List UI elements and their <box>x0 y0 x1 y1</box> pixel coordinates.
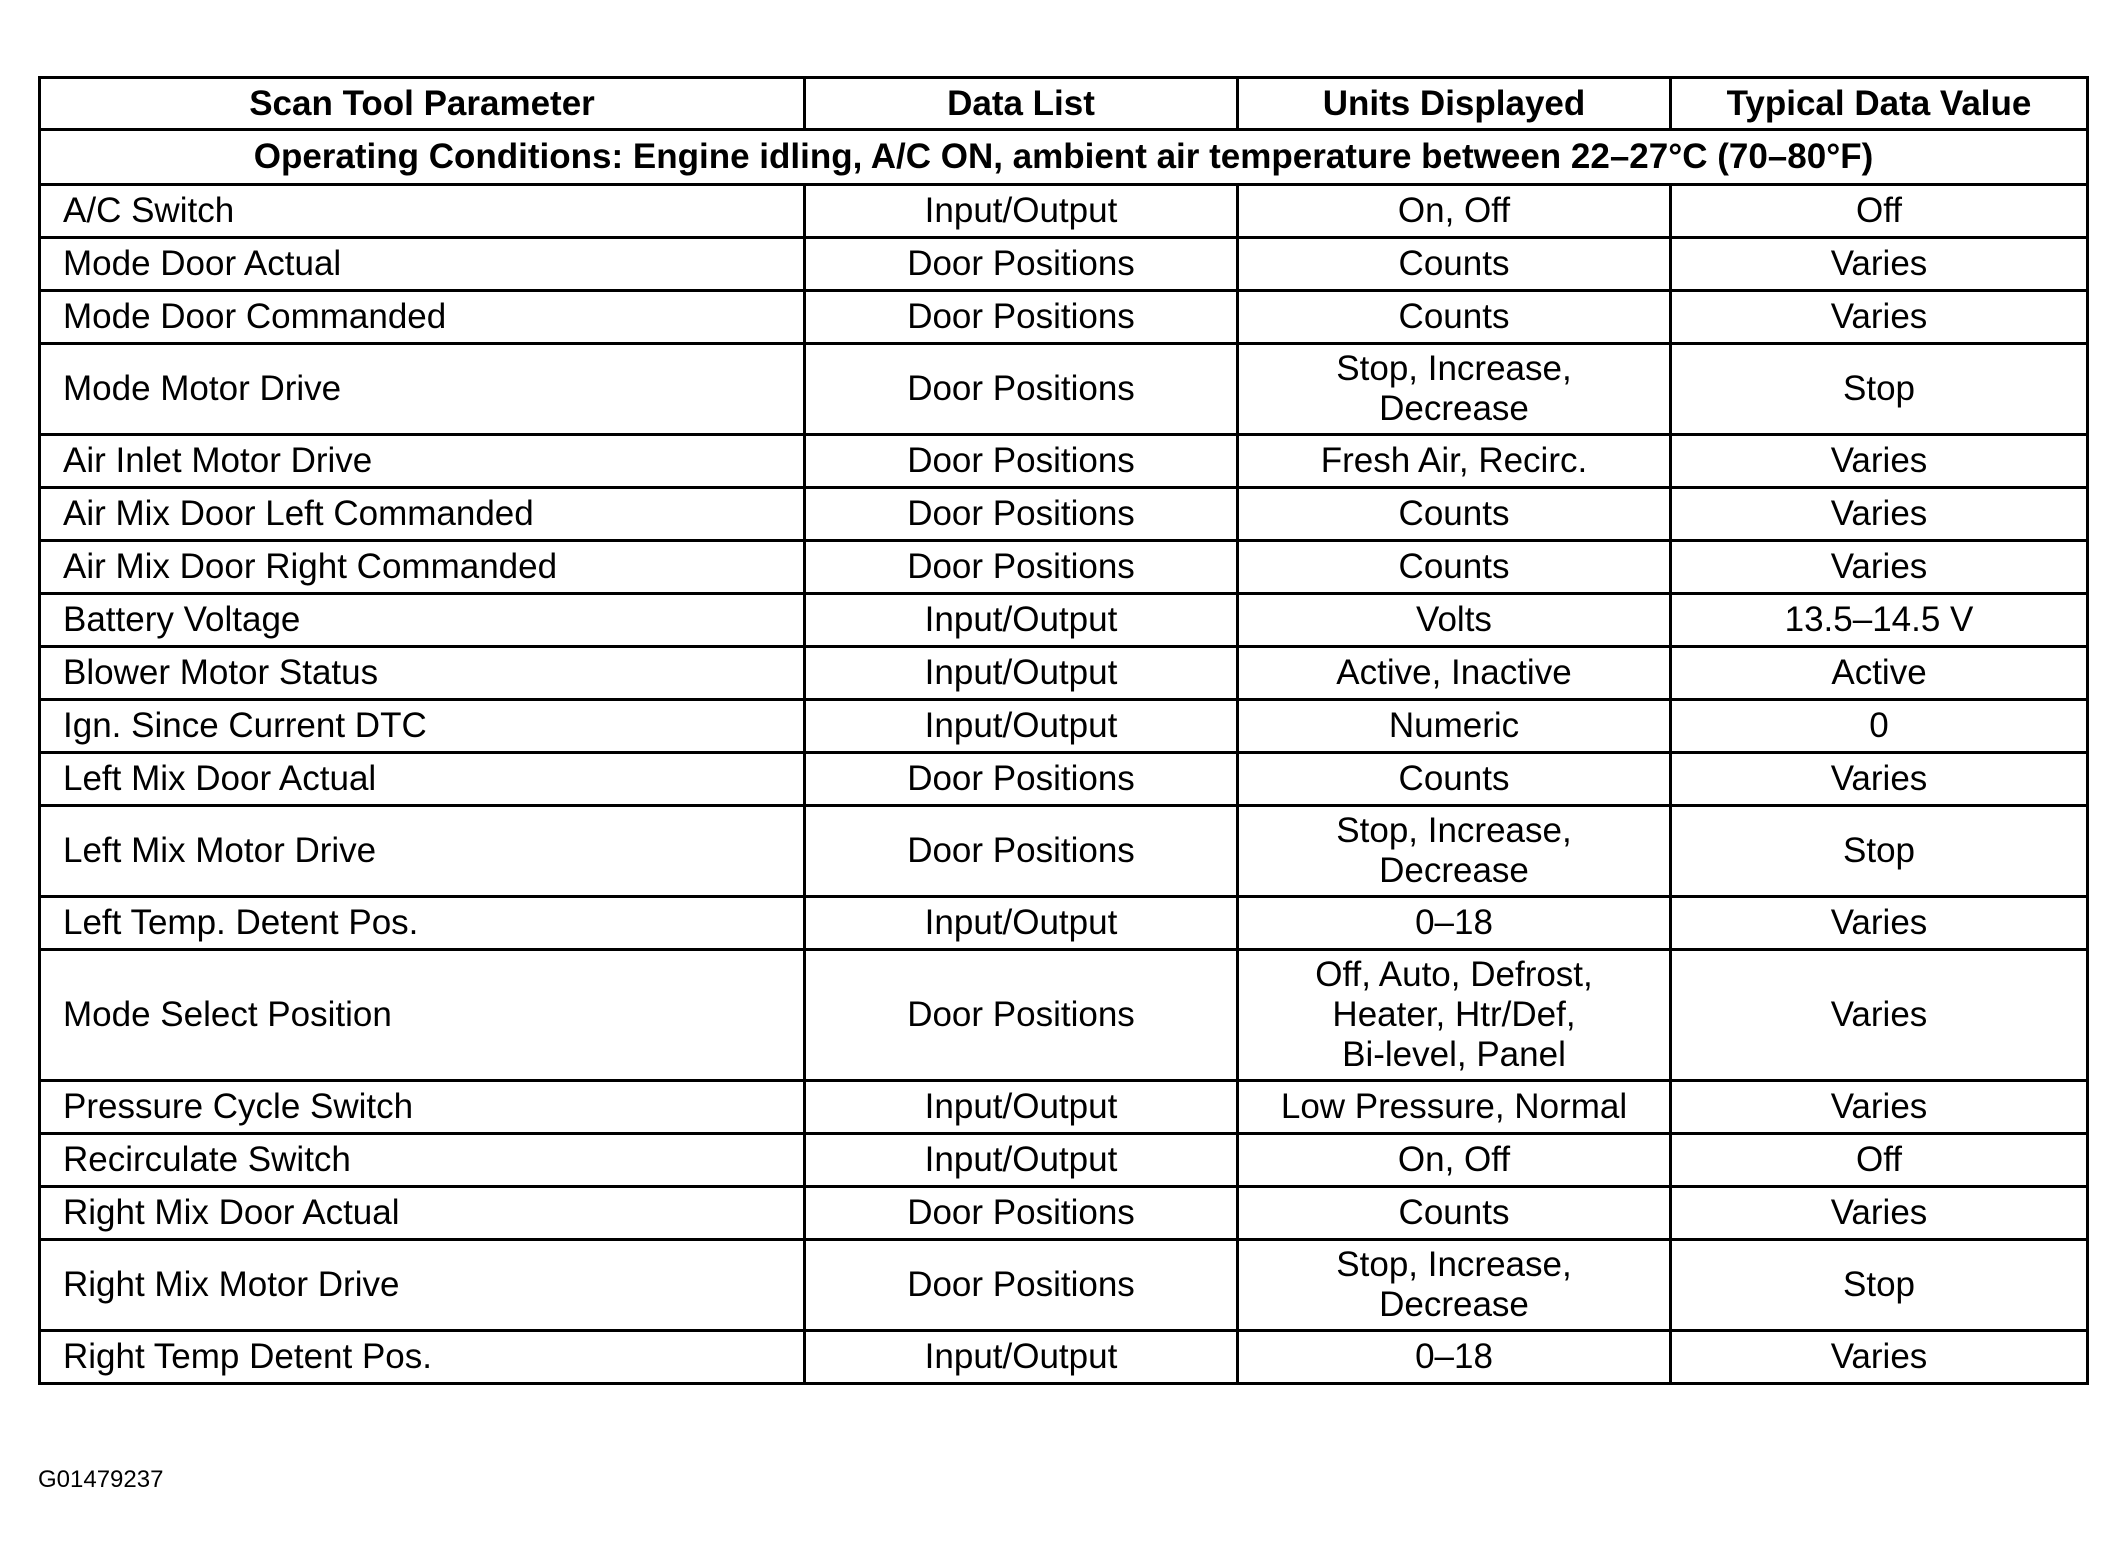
units-line: Low Pressure, Normal <box>1280 1087 1628 1126</box>
cell-typical-data-value: Varies <box>1671 753 2088 806</box>
scan-tool-data-table <box>38 76 2089 1385</box>
cell-units-displayed <box>1238 541 1671 594</box>
cell-units-displayed <box>1238 753 1671 806</box>
cell-scan-tool-parameter: Pressure Cycle Switch <box>40 1081 805 1134</box>
table-row <box>40 897 2088 950</box>
cell-units-displayed <box>1238 950 1671 1081</box>
cell-scan-tool-parameter: Battery Voltage <box>40 594 805 647</box>
cell-units-displayed <box>1238 344 1671 435</box>
cell-units-displayed <box>1238 700 1671 753</box>
cell-data-list: Input/Output <box>805 647 1238 700</box>
table-body <box>40 130 2088 1384</box>
units-line: Decrease <box>1379 389 1529 428</box>
cell-scan-tool-parameter: Right Temp Detent Pos. <box>40 1331 805 1384</box>
table-row <box>40 647 2088 700</box>
cell-typical-data-value: Varies <box>1671 238 2088 291</box>
cell-units-displayed <box>1238 806 1671 897</box>
units-line: Decrease <box>1379 1285 1529 1324</box>
cell-data-list: Door Positions <box>805 950 1238 1081</box>
cell-data-list: Door Positions <box>805 344 1238 435</box>
cell-typical-data-value: Off <box>1671 185 2088 238</box>
units-line: On, Off <box>1397 191 1511 230</box>
cell-data-list: Input/Output <box>805 1331 1238 1384</box>
cell-typical-data-value: Varies <box>1671 950 2088 1081</box>
table-row <box>40 1134 2088 1187</box>
units-line: Counts <box>1398 1193 1510 1232</box>
cell-scan-tool-parameter: Left Temp. Detent Pos. <box>40 897 805 950</box>
cell-typical-data-value: Varies <box>1671 1081 2088 1134</box>
table-row <box>40 806 2088 897</box>
cell-units-displayed <box>1238 1134 1671 1187</box>
units-line: Counts <box>1398 297 1510 336</box>
cell-scan-tool-parameter: Air Mix Door Left Commanded <box>40 488 805 541</box>
cell-units-displayed <box>1238 1187 1671 1240</box>
cell-typical-data-value: Stop <box>1671 806 2088 897</box>
cell-typical-data-value: Stop <box>1671 1240 2088 1331</box>
units-line: Heater, Htr/Def, <box>1332 995 1576 1034</box>
units-line: Counts <box>1398 547 1510 586</box>
units-line: Counts <box>1398 244 1510 283</box>
cell-data-list: Input/Output <box>805 700 1238 753</box>
operating-conditions: Operating Conditions: Engine idling, A/C ON, ambient air temperature between 22–27°C (70–80°F) <box>40 130 2088 185</box>
cell-data-list: Door Positions <box>805 435 1238 488</box>
cell-scan-tool-parameter: A/C Switch <box>40 185 805 238</box>
table-row <box>40 435 2088 488</box>
cell-data-list: Door Positions <box>805 488 1238 541</box>
cell-typical-data-value: Active <box>1671 647 2088 700</box>
cell-units-displayed <box>1238 291 1671 344</box>
table-row <box>40 1331 2088 1384</box>
cell-data-list: Door Positions <box>805 291 1238 344</box>
cell-data-list: Door Positions <box>805 1240 1238 1331</box>
cell-typical-data-value: Varies <box>1671 541 2088 594</box>
units-line: Fresh Air, Recirc. <box>1320 441 1588 480</box>
cell-typical-data-value: Varies <box>1671 435 2088 488</box>
cell-data-list: Input/Output <box>805 594 1238 647</box>
units-line: On, Off <box>1397 1140 1511 1179</box>
cell-data-list: Door Positions <box>805 806 1238 897</box>
cell-typical-data-value: 0 <box>1671 700 2088 753</box>
header-units-displayed: Units Displayed <box>1238 78 1671 130</box>
table-row <box>40 185 2088 238</box>
cell-scan-tool-parameter: Right Mix Door Actual <box>40 1187 805 1240</box>
table-header <box>40 78 2088 130</box>
cell-data-list: Door Positions <box>805 753 1238 806</box>
cell-scan-tool-parameter: Mode Motor Drive <box>40 344 805 435</box>
table-row <box>40 1240 2088 1331</box>
units-line: Volts <box>1416 600 1492 639</box>
cell-scan-tool-parameter: Recirculate Switch <box>40 1134 805 1187</box>
table-row <box>40 238 2088 291</box>
cell-data-list: Input/Output <box>805 185 1238 238</box>
units-line: Off, Auto, Defrost, <box>1315 955 1593 994</box>
operating-conditions-row <box>40 130 2088 185</box>
units-line: 0–18 <box>1415 1337 1493 1376</box>
cell-scan-tool-parameter: Ign. Since Current DTC <box>40 700 805 753</box>
cell-units-displayed <box>1238 435 1671 488</box>
table-row <box>40 1187 2088 1240</box>
cell-typical-data-value: Varies <box>1671 897 2088 950</box>
cell-scan-tool-parameter: Air Mix Door Right Commanded <box>40 541 805 594</box>
units-line: Counts <box>1398 494 1510 533</box>
header-scan-tool-parameter: Scan Tool Parameter <box>40 78 805 130</box>
table-row <box>40 700 2088 753</box>
cell-units-displayed <box>1238 594 1671 647</box>
cell-data-list: Input/Output <box>805 897 1238 950</box>
figure-id: G01479237 <box>38 1466 164 1493</box>
cell-typical-data-value: Varies <box>1671 1187 2088 1240</box>
header-data-list: Data List <box>805 78 1238 130</box>
cell-typical-data-value: Varies <box>1671 488 2088 541</box>
cell-units-displayed <box>1238 185 1671 238</box>
table-row <box>40 541 2088 594</box>
cell-units-displayed <box>1238 647 1671 700</box>
table-row <box>40 291 2088 344</box>
units-line: Bi-level, Panel <box>1342 1035 1566 1074</box>
cell-data-list: Input/Output <box>805 1134 1238 1187</box>
cell-data-list: Door Positions <box>805 541 1238 594</box>
units-line: Active, Inactive <box>1336 653 1572 692</box>
table-row <box>40 488 2088 541</box>
units-line: Stop, Increase, <box>1336 1245 1572 1284</box>
cell-units-displayed <box>1238 1081 1671 1134</box>
cell-scan-tool-parameter: Blower Motor Status <box>40 647 805 700</box>
cell-typical-data-value: Varies <box>1671 291 2088 344</box>
table-row <box>40 1081 2088 1134</box>
cell-data-list: Door Positions <box>805 238 1238 291</box>
table-row <box>40 344 2088 435</box>
cell-data-list: Input/Output <box>805 1081 1238 1134</box>
units-line: Decrease <box>1379 851 1529 890</box>
header-row <box>40 78 2088 130</box>
cell-scan-tool-parameter: Mode Select Position <box>40 950 805 1081</box>
header-typical-data-value: Typical Data Value <box>1671 78 2088 130</box>
units-line: Counts <box>1398 759 1510 798</box>
cell-typical-data-value: Off <box>1671 1134 2088 1187</box>
cell-typical-data-value: 13.5–14.5 V <box>1671 594 2088 647</box>
scan-tool-data-table-container <box>38 76 2086 1385</box>
table-row <box>40 950 2088 1081</box>
cell-typical-data-value: Varies <box>1671 1331 2088 1384</box>
units-line: Numeric <box>1388 706 1520 745</box>
cell-scan-tool-parameter: Left Mix Motor Drive <box>40 806 805 897</box>
cell-units-displayed <box>1238 1331 1671 1384</box>
table-row <box>40 753 2088 806</box>
cell-units-displayed <box>1238 488 1671 541</box>
cell-scan-tool-parameter: Air Inlet Motor Drive <box>40 435 805 488</box>
cell-scan-tool-parameter: Left Mix Door Actual <box>40 753 805 806</box>
units-line: Stop, Increase, <box>1336 811 1572 850</box>
cell-units-displayed <box>1238 897 1671 950</box>
cell-units-displayed <box>1238 238 1671 291</box>
cell-scan-tool-parameter: Mode Door Actual <box>40 238 805 291</box>
cell-data-list: Door Positions <box>805 1187 1238 1240</box>
cell-scan-tool-parameter: Right Mix Motor Drive <box>40 1240 805 1331</box>
cell-units-displayed <box>1238 1240 1671 1331</box>
table-row <box>40 594 2088 647</box>
units-line: Stop, Increase, <box>1336 349 1572 388</box>
cell-typical-data-value: Stop <box>1671 344 2088 435</box>
units-line: 0–18 <box>1415 903 1493 942</box>
cell-scan-tool-parameter: Mode Door Commanded <box>40 291 805 344</box>
